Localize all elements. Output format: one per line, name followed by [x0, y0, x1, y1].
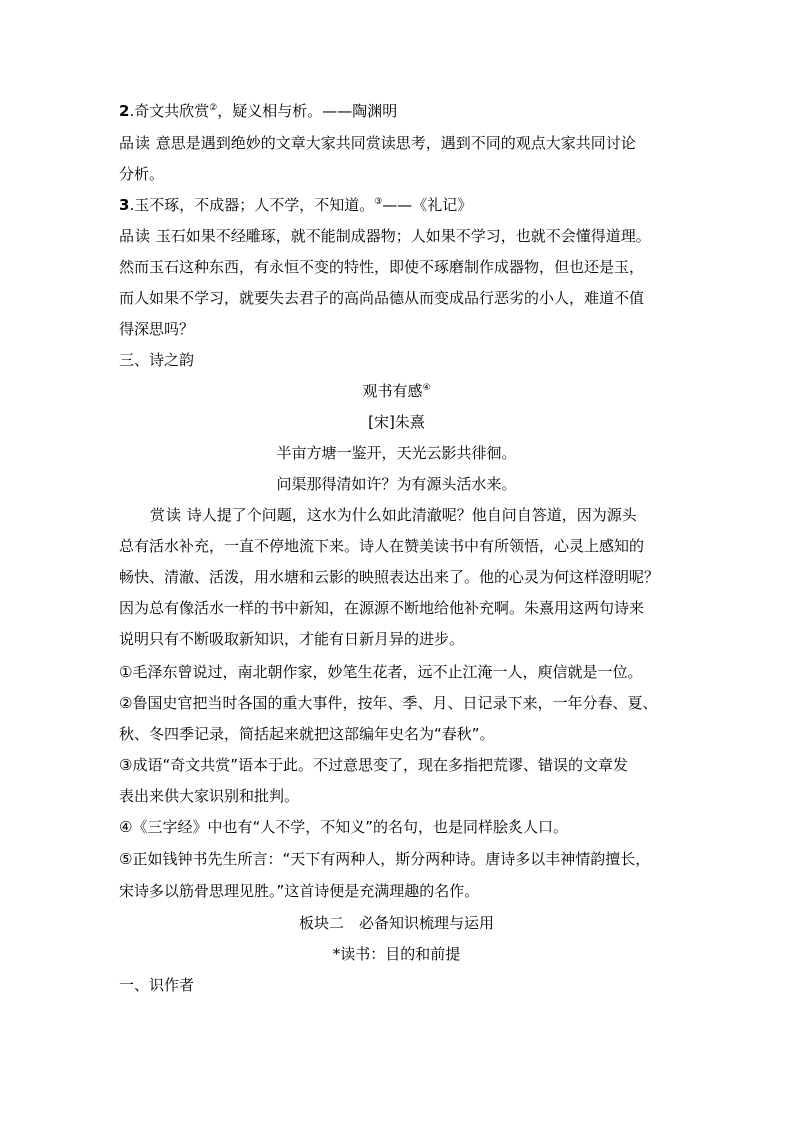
poem-line-1: 半亩方塘一鉴开，天光云影共徘徊。 [276, 444, 517, 462]
block-subtitle: *读书：目的和前提 [332, 945, 461, 963]
footnote-2-cont: 秋、冬四季记录，简括起来就把这部编年史名为“春秋”。 [119, 725, 495, 743]
reading-3-line-2: 然而玉石这种东西，有永恒不变的特性，即使不琢磨制作成器物，但也还是玉， [119, 258, 645, 276]
quote-source: ，疑义相与析。——陶渊明 [217, 102, 398, 120]
footnote-ref: ④ [422, 383, 431, 393]
poem-title [0, 380, 793, 402]
footnote-3: ③成语“奇文共赏”语本于此。不过意思变了，现在多指把荒谬、错误的文章发 [119, 756, 628, 774]
reading-label: 品读 [119, 134, 152, 152]
footnote-5: ⑤正如钱钟书先生所言：“天下有两种人，斯分两种诗。唐诗多以丰神情韵擅长， [119, 850, 651, 868]
block-title: 板块二 必备知识梳理与运用 [298, 914, 494, 932]
quote-text: .奇文共欣赏 [129, 102, 210, 120]
poem-author: [宋]朱熹 [368, 413, 425, 431]
appreciation-line-4: 因为总有像活水一样的书中新知，在源源不断地给他补充啊。朱熹用这两句诗来 [119, 599, 645, 617]
reading-3-line-1 [119, 225, 651, 247]
footnote-3-cont: 表出来供大家识别和批判。 [119, 787, 300, 805]
reading-3-line-3: 而人如果不学习，就要失去君子的高尚品德从而变成品行恶劣的小人，难道不值 [119, 289, 645, 307]
reading-label: 品读 [119, 227, 152, 245]
footnote-2: ②鲁国史官把当时各国的重大事件，按年、季、月、日记录下来，一年分春、夏、 [119, 694, 658, 712]
footnote-ref: ② [209, 103, 218, 113]
reading-text: 意思是遇到绝妙的文章大家共同赏读思考，遇到不同的观点大家共同讨论 [151, 134, 636, 152]
section-heading-poem: 三、诗之韵 [119, 351, 195, 369]
quote-text: .玉不琢，不成器；人不学，不知道。 [129, 196, 375, 214]
quote-number: 2 [119, 102, 130, 120]
quote-2 [119, 100, 397, 122]
poem-title-text: 观书有感 [362, 382, 423, 400]
footnote-ref: ③ [374, 197, 383, 207]
footnote-1: ①毛泽东曾说过，南北朝作家，妙笔生花者，远不止江淹一人，庾信就是一位。 [119, 663, 643, 681]
quote-3 [119, 194, 472, 216]
appreciation-line-1 [150, 504, 637, 526]
reading-2-line-2: 分析。 [119, 165, 165, 183]
quote-source: ——《礼记》 [382, 196, 473, 214]
footnote-5-cont: 宋诗多以筋骨思理见胜。”这首诗便是充满理趣的名作。 [119, 882, 480, 900]
section-heading-author: 一、识作者 [119, 976, 195, 994]
quote-number: 3 [119, 196, 130, 214]
reading-3-line-4: 得深思吗？ [119, 320, 195, 338]
appreciation-text: 诗人提了个问题，这水为什么如此清澈呢？他自问自答道，因为源头 [182, 506, 637, 524]
poem-line-2: 问渠那得清如许？为有源头活水来。 [276, 475, 517, 493]
appreciation-line-3: 畅快、清澈、活泼，用水塘和云影的映照表达出来了。他的心灵为何这样澄明呢？ [119, 568, 660, 586]
appreciation-label: 赏读 [150, 506, 183, 524]
reading-2-line-1 [119, 132, 636, 154]
reading-text: 玉石如果不经雕琢，就不能制成器物；人如果不学习，也就不会懂得道理。 [151, 227, 651, 245]
appreciation-line-2: 总有活水补充，一直不停地流下来。诗人在赞美读书中有所领悟，心灵上感知的 [119, 537, 645, 555]
footnote-4: ④《三字经》中也有“人不学，不知义”的名句，也是同样脍炙人口。 [119, 818, 568, 836]
appreciation-line-5: 说明只有不断吸取新知识，才能有日新月异的进步。 [119, 630, 465, 648]
